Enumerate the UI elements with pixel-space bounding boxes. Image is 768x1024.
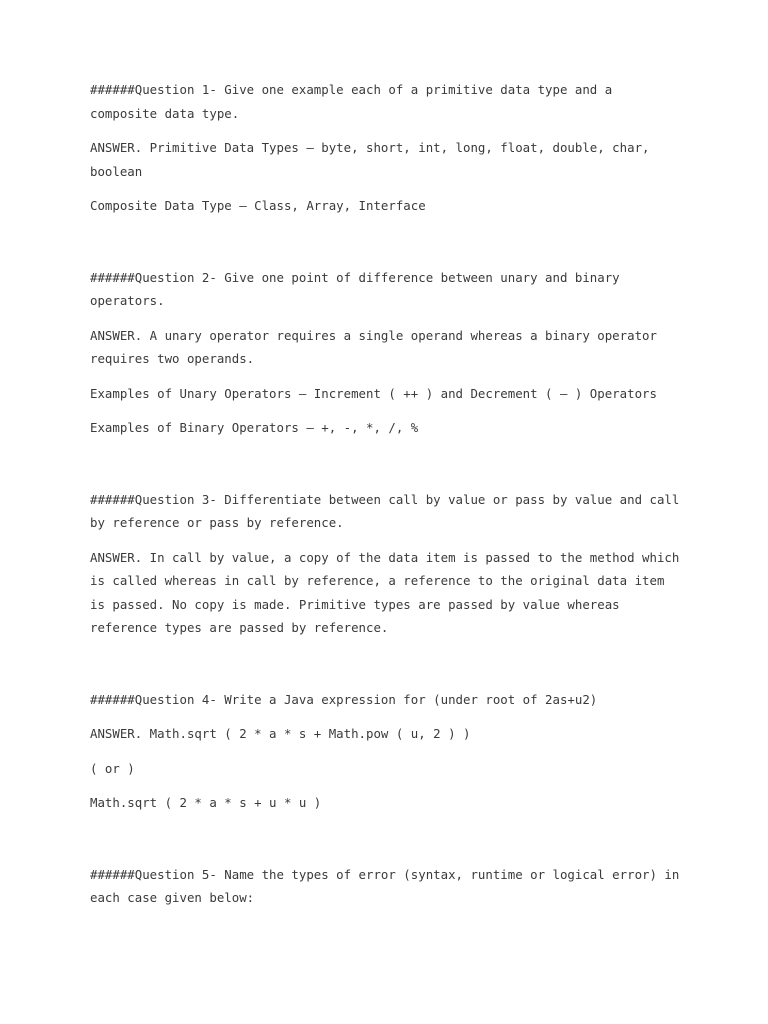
- section-gap: [90, 451, 680, 488]
- answer-2-unary-examples: Examples of Unary Operators – Increment ( ++ ) and Decrement ( — ) Operators: [90, 385, 657, 401]
- answer-4-alternative: Math.sqrt ( 2 * a * s + u * u ): [90, 795, 322, 810]
- answer-1-primitive: ANSWER. Primitive Data Types – byte, short, int, long, float, double, char, boolean: [90, 140, 650, 179]
- answer-4: ANSWER. Math.sqrt ( 2 * a * s + Math.pow ( u, 2 ) ): [90, 726, 471, 741]
- question-3: ######Question 3- Differentiate between call by value or pass by value and call by reference or pass by reference.: [90, 491, 680, 530]
- answer-1-composite: Composite Data Type – Class, Array, Interface: [90, 198, 426, 213]
- answer-2-binary-examples: Examples of Binary Operators – +, -, *, /, %: [90, 420, 419, 435]
- section-gap: [90, 229, 680, 266]
- question-2: ######Question 2- Give one point of difference between unary and binary operators.: [90, 269, 620, 308]
- section-gap: [90, 826, 680, 863]
- question-4: ######Question 4- Write a Java expression for (under root of 2as+u2): [90, 691, 598, 707]
- answer-3: ANSWER. In call by value, a copy of the data item is passed to the method which is called whereas in call by reference, a reference to the original data item is passed. No copy is made. Primitive types are passed by value whereas reference types are passed by reference.: [90, 549, 680, 635]
- answer-4-or: ( or ): [90, 760, 135, 776]
- answer-2: ANSWER. A unary operator requires a single operand whereas a binary operator requires two operands.: [90, 327, 657, 366]
- question-1: ######Question 1- Give one example each of a primitive data type and a composite data type.: [90, 82, 613, 121]
- question-5: ######Question 5- Name the types of error (syntax, runtime or logical error) in each case given below:: [90, 866, 680, 905]
- section-gap: [90, 651, 680, 688]
- document-body: [90, 78, 680, 921]
